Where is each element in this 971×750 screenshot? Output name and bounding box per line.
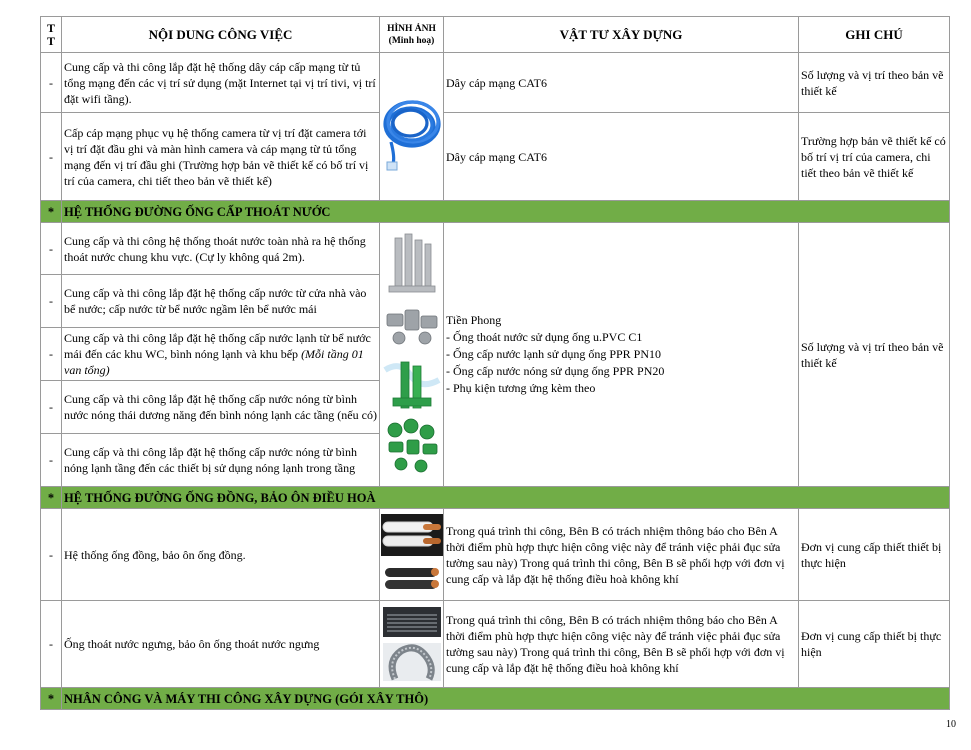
table-row [41,53,950,113]
section-title: NHÂN CÔNG VÀ MÁY THI CÔNG XÂY DỰNG (GÓI XÂY THÔ) [62,688,950,710]
row-tt: - [41,113,62,201]
row-task: Cung cấp và thi công lắp đặt hệ thống cấp nước từ cửa nhà vào bể nước; cấp nước từ bể nước ngầm lên bể nước mái [62,275,380,328]
table-row [41,223,950,275]
table-row [41,113,950,201]
section-row-water [41,201,950,223]
section-marker: * [41,201,62,223]
row-task-italic: (Mỗi tầng 01 van tổng) [64,347,364,377]
row-tt: - [41,509,62,601]
header-note: GHI CHÚ [799,17,950,53]
row-tt: - [41,328,62,381]
row-task: Cấp cáp mạng phục vụ hệ thống camera từ vị trí đặt camera tới vị trí đặt đầu ghi và màn hình camera và cáp mạng từ tủ tổng mạng đến vị trí đầu ghi (Trường hợp bản vẽ thiết kế có bố trí vị trí của camera, chi tiết theo bản vẽ thiết kế) [62,113,380,201]
row-task: Ống thoát nước ngưng, bảo ôn ống thoát nước ngưng [62,601,380,688]
cable-image-cell [380,53,444,201]
section-marker: * [41,487,62,509]
water-material-line: - Ống cấp nước nóng sử dụng ống PPR PN20 [446,364,665,378]
water-material-brand: Tiền Phong [446,313,502,327]
header-task: NỘI DUNG CÔNG VIỆC [62,17,380,53]
row-note: Đơn vị cung cấp thiết thiết bị thực hiện [799,509,950,601]
section-row-labor [41,688,950,710]
row-material: Trong quá trình thi công, Bên B có trách nhiệm thông báo cho Bên A thời điểm phù hợp thực hiện công việc này để tránh việc phải đục sửa tường sau này) Trong quá trình thi công, Bên B sẽ phối hợp với đơn vị cung cấp và lắp đặt hệ thống điều hoà không khí [444,601,799,688]
table-row [41,601,950,688]
section-row-copper [41,487,950,509]
row-tt: - [41,223,62,275]
row-material: Dây cáp mạng CAT6 [444,113,799,201]
row-tt: - [41,381,62,434]
pipe-products-image [381,230,443,480]
water-material-line: - Ống thoát nước sử dụng ống u.PVC C1 [446,330,643,344]
drain-hose-image [381,603,443,685]
water-material-line: - Ống cấp nước lạnh sử dụng ống PPR PN10 [446,347,662,361]
copper-pipe-insulation-image [381,512,443,598]
water-material-line: - Phụ kiện tương ứng kèm theo [446,381,596,395]
row-task-text: Cung cấp và thi công lắp đặt hệ thống cấp nước lạnh từ bể nước mái đến các khu WC, bình nóng lạnh và khu bếp [64,331,371,361]
pipes-image-cell [380,223,444,487]
page-number: 10 [946,719,956,730]
row-tt: - [41,53,62,113]
header-tt: T T [41,17,62,53]
section-title: HỆ THỐNG ĐƯỜNG ỐNG CẤP THOÁT NƯỚC [62,201,950,223]
water-material-cell [444,223,799,487]
header-image [380,17,444,53]
water-note: Số lượng và vị trí theo bản vẽ thiết kế [799,223,950,487]
row-tt: - [41,601,62,688]
row-material: Dây cáp mạng CAT6 [444,53,799,113]
table-row [41,509,950,601]
row-note: Đơn vị cung cấp thiết bị thực hiện [799,601,950,688]
row-task [62,328,380,381]
row-tt: - [41,275,62,328]
header-image-line2: (Minh hoạ) [388,35,435,46]
row-task: Cung cấp và thi công hệ thống thoát nước toàn nhà ra hệ thống thoát nước chung khu vực. (Cự ly không quá 2m). [62,223,380,275]
row-task: Cung cấp và thi công lắp đặt hệ thống dây cáp cấp mạng từ tủ tổng mạng đến các vị trí sử dụng (mặt Internet tại vị trí tivi, vị trí đặt wifi tầng). [62,53,380,113]
network-cable-image [381,82,443,172]
row-note: Số lượng và vị trí theo bản vẽ thiết kế [799,53,950,113]
row-material: Trong quá trình thi công, Bên B có trách nhiệm thông báo cho Bên A thời điểm phù hợp thực hiện công việc này để tránh việc phải đục sửa tường sau này) Trong quá trình thi công, Bên B sẽ phối hợp với đơn vị cung cấp và lắp đặt hệ thống điều hoà không khí [444,509,799,601]
row-note: Trường hợp bản vẽ thiết kế có bố trí vị trí của camera, chi tiết theo bản vẽ thiết kế [799,113,950,201]
section-marker: * [41,688,62,710]
row-task: Cung cấp và thi công lắp đặt hệ thống cấp nước nóng từ bình nóng lạnh tầng đến các thiết bị sử dụng nóng lạnh trong tầng [62,434,380,487]
row-tt: - [41,434,62,487]
drain-image-cell [380,601,444,688]
work-table [40,16,950,710]
header-material: VẬT TƯ XÂY DỰNG [444,17,799,53]
copper-image-cell [380,509,444,601]
header-row [41,17,950,53]
row-task: Cung cấp và thi công lắp đặt hệ thống cấp nước nóng từ bình nước nóng thái dương năng đến bình nóng lạnh các tầng (nếu có) [62,381,380,434]
header-image-line1: HÌNH ẢNH [387,23,436,34]
section-title: HỆ THỐNG ĐƯỜNG ỐNG ĐỒNG, BẢO ÔN ĐIỀU HOÀ [62,487,950,509]
row-task: Hệ thống ống đồng, bảo ôn ống đồng. [62,509,380,601]
